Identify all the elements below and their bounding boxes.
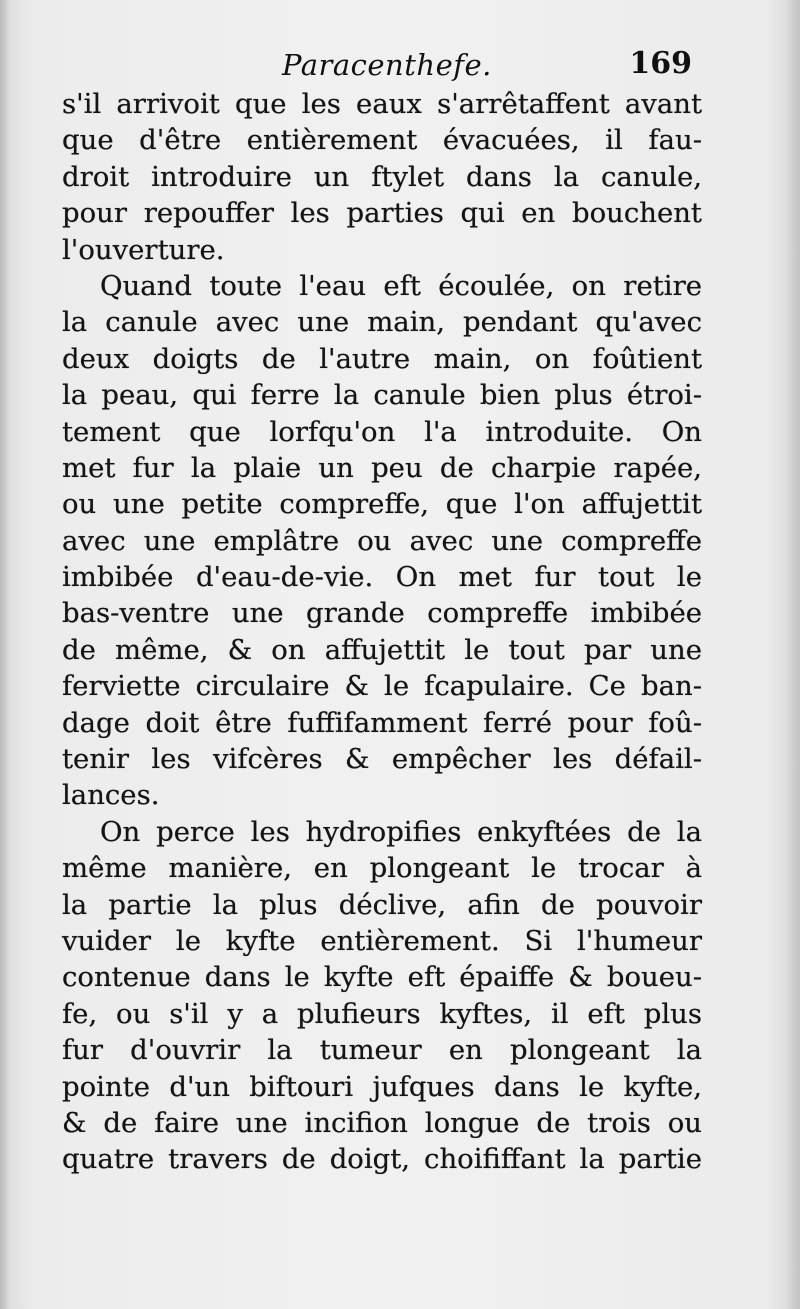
- text-line: tenir les vifcères & empêcher les défail-: [62, 743, 702, 776]
- text-line: fur d'ouvrir la tumeur en plongeant la: [62, 1034, 702, 1067]
- text-line: que d'être entièrement évacuées, il fau-: [62, 124, 702, 157]
- text-line: met fur la plaie un peu de charpie rapée,: [62, 451, 702, 484]
- text-line: l'ouverture.: [62, 233, 225, 266]
- text-line: dage doit être fuffifamment ferré pour foû-: [62, 706, 702, 739]
- text-line: On perce les hydropifies enkyftées de la: [100, 815, 702, 848]
- text-line: lances.: [62, 779, 160, 812]
- text-line: Quand toute l'eau eft écoulée, on retire: [100, 269, 702, 302]
- text-line: droit introduire un ftylet dans la canule,: [62, 160, 702, 193]
- text-line: la partie la plus déclive, afin de pouvoir: [62, 888, 702, 921]
- running-title: Paracenthefe.: [282, 48, 492, 82]
- text-line: la peau, qui ferre la canule bien plus étroi-: [62, 379, 702, 412]
- text-line: bas-ventre une grande compreffe imbibée: [62, 597, 702, 630]
- text-line: de même, & on affujettit le tout par une: [62, 633, 702, 666]
- text-line: avec une emplâtre ou avec une compreffe: [62, 524, 702, 557]
- text-line: imbibée d'eau-de-vie. On met fur tout le: [62, 561, 702, 594]
- text-line: contenue dans le kyfte eft épaiffe & boueu-: [62, 961, 702, 994]
- text-line: vuider le kyfte entièrement. Si l'humeur: [62, 924, 702, 957]
- text-line: pointe d'un biftouri jufques dans le kyfte,: [62, 1070, 702, 1103]
- text-line: ferviette circulaire & le fcapulaire. Ce ban-: [62, 670, 702, 703]
- text-line: fe, ou s'il y a plufieurs kyftes, il eft plus: [62, 997, 702, 1030]
- page-right-edge-shadow: [786, 0, 800, 1309]
- page-left-edge-shadow: [0, 0, 10, 1309]
- text-line: pour repouffer les parties qui en bouchent: [62, 197, 702, 230]
- text-line: deux doigts de l'autre main, on foûtient: [62, 342, 702, 375]
- page-number: 169: [629, 46, 692, 81]
- text-line: & de faire une incifion longue de trois ou: [62, 1106, 702, 1139]
- text-line: ou une petite compreffe, que l'on affujettit: [62, 488, 702, 521]
- page-header: [62, 42, 702, 90]
- text-line: s'il arrivoit que les eaux s'arrêtaffent avant: [62, 88, 702, 120]
- body-text: [62, 86, 702, 1178]
- text-line: tement que lorfqu'on l'a introduite. On: [62, 415, 702, 448]
- text-line: même manière, en plongeant le trocar à: [62, 852, 702, 885]
- text-line: la canule avec une main, pendant qu'avec: [62, 306, 702, 339]
- text-line: quatre travers de doigt, choififfant la partie: [62, 1143, 702, 1176]
